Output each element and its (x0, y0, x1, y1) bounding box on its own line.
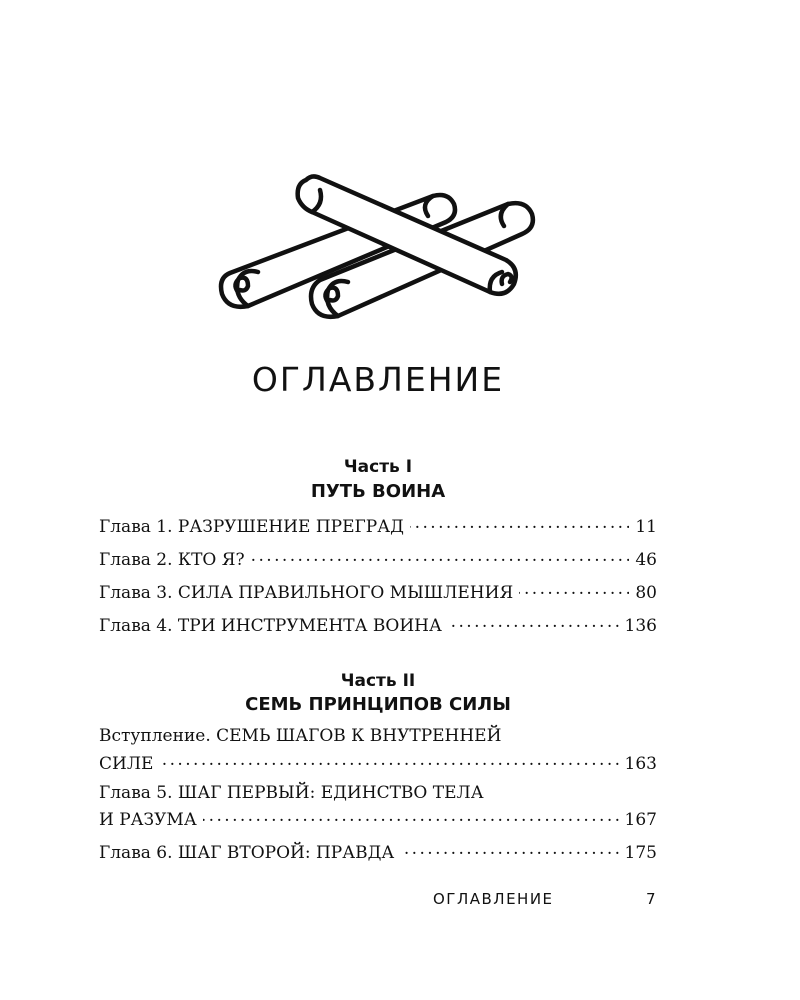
chapter-title: Глава 1. РАЗРУШЕНИЕ ПРЕГРАД (99, 516, 404, 537)
toc-entry[interactable] (99, 612, 657, 636)
toc-title: ОГЛАВЛЕНИЕ (251, 360, 505, 399)
part-1-title: ПУТЬ ВОИНА (310, 481, 446, 502)
chapter-title: Глава 4. ТРИ ИНСТРУМЕНТА ВОИНА (99, 615, 442, 636)
chapter-title-line2: И РАЗУМА (99, 809, 197, 830)
dot-leader (410, 513, 629, 532)
chapter-title-line2: СИЛЕ (99, 753, 154, 774)
running-head: ОГЛАВЛЕНИЕ (433, 890, 554, 908)
page-number: 11 (635, 516, 657, 537)
toc-entry[interactable] (99, 546, 657, 570)
crossed-scrolls-icon (208, 168, 548, 328)
toc-entry[interactable] (99, 750, 657, 774)
dot-leader (203, 806, 619, 825)
toc-entry[interactable] (99, 806, 657, 830)
dot-leader (400, 839, 618, 858)
page-number: 80 (635, 582, 657, 603)
folio-page-number: 7 (646, 890, 656, 908)
part-1-label: Часть I (343, 457, 413, 477)
page-number: 136 (624, 615, 657, 636)
chapter-title-line1[interactable]: Глава 5. ШАГ ПЕРВЫЙ: ЕДИНСТВО ТЕЛА (99, 783, 484, 803)
dot-leader (519, 579, 629, 598)
page-number: 175 (624, 842, 657, 863)
page-number: 163 (624, 753, 657, 774)
part-2-title: СЕМЬ ПРИНЦИПОВ СИЛЫ (245, 694, 511, 715)
page-number: 46 (635, 549, 657, 570)
chapter-title: Глава 6. ШАГ ВТОРОЙ: ПРАВДА (99, 842, 395, 863)
dot-leader (448, 612, 619, 631)
toc-entry[interactable] (99, 513, 657, 537)
chapter-title-line1[interactable]: Вступление. СЕМЬ ШАГОВ К ВНУТРЕННЕЙ (99, 726, 502, 746)
dot-leader (159, 750, 618, 769)
part-2-label: Часть II (340, 671, 416, 691)
page-number: 167 (624, 809, 657, 830)
toc-entry[interactable] (99, 579, 657, 603)
dot-leader (251, 546, 630, 565)
chapter-title: Глава 2. КТО Я? (99, 549, 245, 570)
chapter-title: Глава 3. СИЛА ПРАВИЛЬНОГО МЫШЛЕНИЯ (99, 582, 514, 603)
toc-entry[interactable] (99, 839, 657, 863)
